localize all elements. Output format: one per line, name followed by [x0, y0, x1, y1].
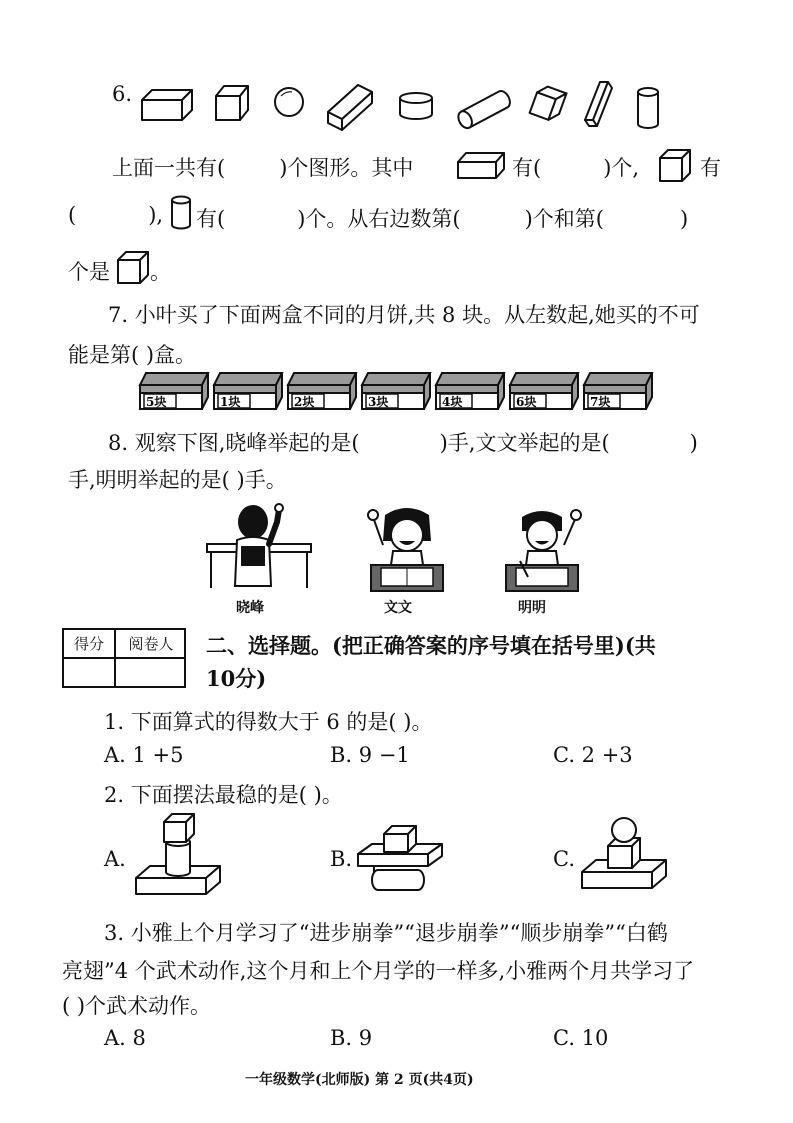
q6-number: 6. [112, 82, 133, 106]
q8-text: ) [689, 431, 698, 455]
q6-text: )个图形。其中 [279, 156, 414, 180]
q7-line2: 能是第( )盒。 [68, 343, 197, 367]
q6-text: 有( [196, 207, 226, 231]
stack-a-figure [136, 810, 226, 905]
q6-text: )个, [603, 156, 640, 180]
c3-line3: ( )个武术动作。 [62, 994, 212, 1018]
mooncake-box [436, 373, 504, 409]
kid-mingming [500, 505, 585, 595]
c3-line2: 亮翅”4 个武术动作,这个月和上个月学的一样多,小雅两个月共学习了 [62, 959, 695, 983]
c3-option-c: C. 10 [553, 1026, 609, 1050]
c2-option-a: A. [104, 847, 126, 871]
q6-text: )个和第( [524, 207, 604, 231]
c1-question: 1. 下面算式的得数大于 6 的是( )。 [104, 710, 433, 734]
c1-option-a: A. 1 +5 [104, 743, 184, 767]
mooncake-box-label: 5块 [146, 395, 167, 409]
q6-text: 有 [700, 156, 721, 180]
mooncake-boxes [0, 0, 793, 420]
mooncake-box [510, 373, 578, 409]
q8-text: 8. 观察下图,晓峰举起的是( [108, 431, 360, 455]
mooncake-box-label: 4块 [442, 395, 463, 409]
mooncake-box [584, 373, 652, 409]
q8-text: )手,文文举起的是( [439, 431, 610, 455]
q8-line2: 手,明明举起的是( )手。 [68, 468, 287, 492]
c1-option-b: B. 9 −1 [330, 743, 410, 767]
c2-question: 2. 下面摆法最稳的是( )。 [104, 783, 343, 807]
q6-text: ), [148, 203, 164, 227]
grader-label: 阅卷人 [128, 635, 174, 653]
q6-text: 个是 [68, 260, 110, 284]
q6-text: 上面一共有( [112, 156, 226, 180]
name-mingming: 明明 [518, 600, 546, 616]
section2-title: 二、选择题。(把正确答案的序号填在括号里)(共 [206, 633, 656, 658]
mooncake-box [140, 373, 208, 409]
mooncake-box [362, 373, 430, 409]
name-wenwen: 文文 [384, 600, 412, 616]
q7-line1: 7. 小叶买了下面两盒不同的月饼,共 8 块。从左数起,她买的不可 [108, 303, 700, 327]
q6-text: 。 [150, 260, 171, 284]
page-footer: 一年级数学(北师版) 第 2 页(共4页) [245, 1072, 474, 1088]
name-xiaofeng: 晓峰 [236, 600, 264, 616]
section2-title-cont: 10分) [206, 666, 267, 691]
stack-c-figure [582, 816, 672, 901]
q6-text: )个。从右边数第( [297, 207, 461, 231]
mooncake-box-label: 7块 [590, 395, 611, 409]
c2-option-c: C. [553, 847, 575, 871]
mooncake-box [214, 373, 282, 409]
score-table [62, 628, 186, 688]
c3-option-a: A. 8 [104, 1026, 146, 1050]
c2-option-b: B. [330, 847, 353, 871]
c3-option-b: B. 9 [330, 1026, 373, 1050]
score-label: 得分 [73, 635, 104, 653]
kid-xiaofeng [205, 500, 315, 595]
q6-text: 有( [512, 156, 542, 180]
mooncake-box-label: 3块 [368, 395, 389, 409]
mooncake-box-label: 1块 [220, 395, 241, 409]
stack-b-figure [358, 822, 448, 902]
c1-option-c: C. 2 +3 [553, 743, 633, 767]
q6-text: ( [68, 203, 77, 227]
mooncake-box-label: 2块 [294, 395, 315, 409]
kid-wenwen [365, 505, 450, 595]
mooncake-box [288, 373, 356, 409]
c3-line1: 3. 小雅上个月学习了“进步崩拳”“退步崩拳”“顺步崩拳”“白鹤 [104, 921, 668, 945]
mooncake-box-label: 6块 [516, 395, 537, 409]
q6-text: ) [679, 207, 689, 231]
